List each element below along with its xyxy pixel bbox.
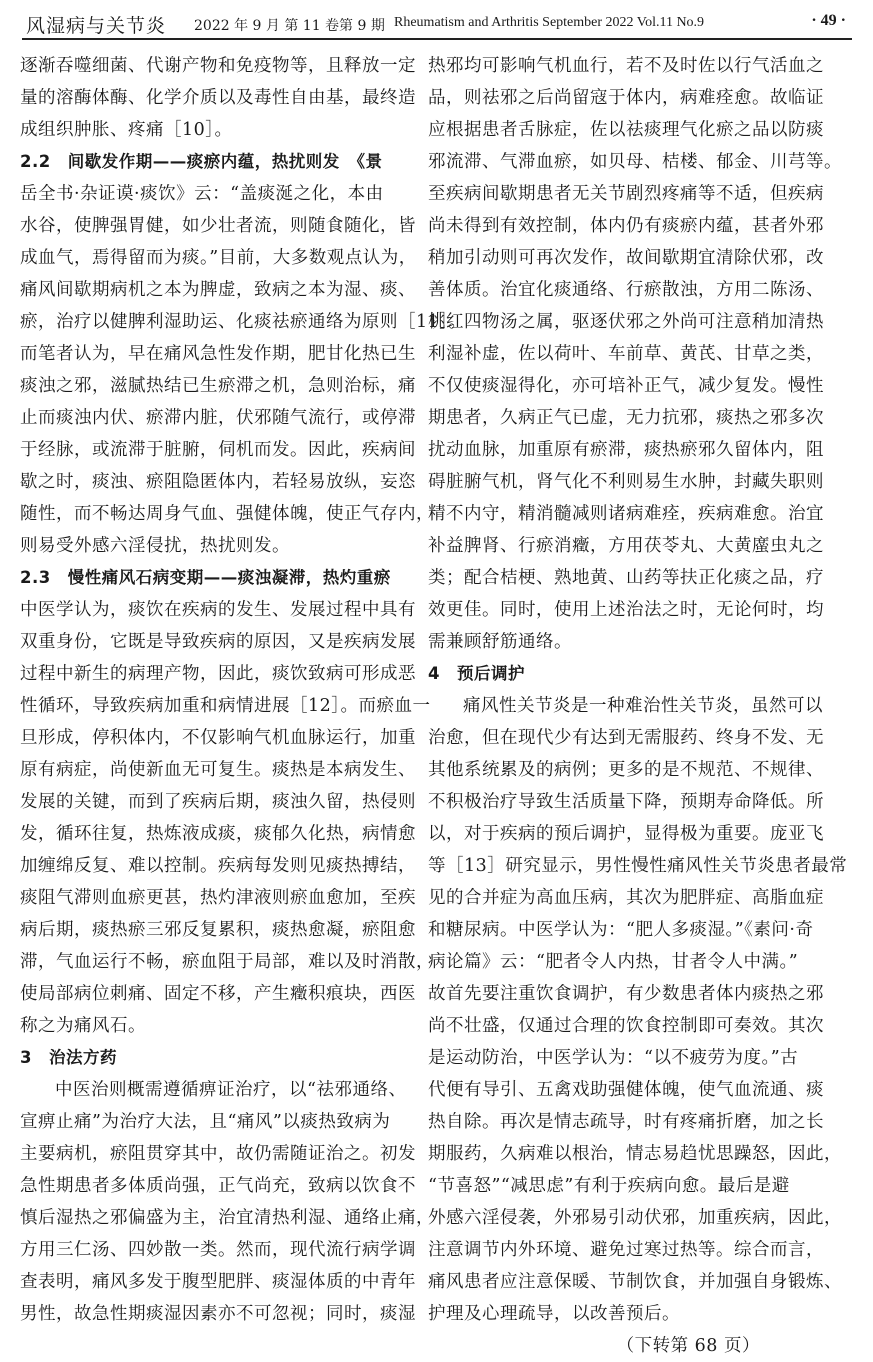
continuation-note: （下转第 68 页）	[616, 1336, 760, 1356]
page-number: · 49 ·	[811, 12, 846, 29]
text-line: 病后期，痰热瘀三邪反复累积，痰热愈凝，瘀阻愈	[20, 920, 416, 940]
text-line: 补益脾肾、行瘀消癥，方用茯苓丸、大黄䗪虫丸之	[428, 536, 824, 556]
text-line: 方用三仁汤、四妙散一类。然而，现代流行病学调	[20, 1240, 416, 1260]
text-line: 尚不壮盛，仅通过合理的饮食控制即可奏效。其次	[428, 1016, 824, 1036]
text-line: 外感六淫侵袭，外邪易引动伏邪，加重疾病，因此，	[428, 1208, 842, 1228]
text-line: 原有病症，尚使新血无可复生。痰热是本病发生、	[20, 760, 416, 780]
text-line: 使局部病位刺痛、固定不移，产生癥积痕块，西医	[20, 984, 416, 1004]
text-line: 效更佳。同时，使用上述治法之时，无论何时，均	[428, 600, 824, 620]
text-line: 不仅使痰湿得化，亦可培补正气，减少复发。慢性	[428, 376, 824, 396]
text-line: 期服药，久病难以根治，情志易趋忧思躁怒，因此，	[428, 1144, 842, 1164]
text-line: 男性，故急性期痰湿因素亦不可忽视；同时，痰湿	[20, 1304, 416, 1324]
text-line: 碍脏腑气机，肾气化不利则易生水肿，封藏失职则	[428, 472, 824, 492]
text-line: 岳全书·杂证谟·痰饮》云：“盖痰涎之化，本由	[20, 184, 384, 204]
text-line: 和糖尿病。中医学认为：“肥人多痰湿。”《素问·奇	[428, 920, 814, 940]
left-column	[20, 50, 467, 1330]
text-line: 精不内守，精消髓减则诸病难痊，疾病难愈。治宜	[428, 504, 824, 524]
text-line: 期患者，久病正气已虚，无力抗邪，痰热之邪多次	[428, 408, 824, 428]
text-line: 痛风间歇期病机之本为脾虚，致病之本为湿、痰、	[20, 280, 416, 300]
text-line: 过程中新生的病理产物，因此，痰饮致病可形成恶	[20, 664, 416, 684]
section-heading: 2.3 慢性痛风石病变期——痰浊凝滞，热灼重瘀	[20, 568, 391, 587]
text-line: 随性，而不畅达周身气血、强健体魄，使正气存内，	[20, 504, 434, 524]
paragraph-first-line: 中医治则概需遵循痹证治疗，以“祛邪通络、	[55, 1080, 407, 1100]
text-line: 热自除。再次是情志疏导，时有疼痛折磨，加之长	[428, 1112, 824, 1132]
text-line: 宣痹止痛”为治疗大法，且“痛风”以痰热致病为	[20, 1112, 391, 1132]
text-line: 成血气，焉得留而为痰。”目前，大多数观点认为，	[20, 248, 417, 268]
text-line: 成组织肿胀、疼痛［10］。	[20, 120, 233, 140]
text-line: 主要病机，瘀阻贯穿其中，故仍需随证治之。初发	[20, 1144, 416, 1164]
text-line: 等［13］研究显示，男性慢性痛风性关节炎患者最常	[428, 856, 848, 876]
text-line: 发，循环往复，热炼液成痰，痰郁久化热，病情愈	[20, 824, 416, 844]
text-line: 而笔者认为，早在痛风急性发作期，肥甘化热已生	[20, 344, 416, 364]
paragraph-first-line: 痛风性关节炎是一种难治性关节炎，虽然可以	[463, 696, 823, 716]
text-line: 是运动防治，中医学认为：“以不疲劳为度。”古	[428, 1048, 799, 1068]
text-line: 应根据患者舌脉症，佐以祛痰理气化瘀之品以防痰	[428, 120, 824, 140]
text-line: 滞，气血运行不畅，瘀血阻于局部，难以及时消散，	[20, 952, 434, 972]
text-line: 加缠绵反复、难以控制。疾病每发则见痰热搏结，	[20, 856, 416, 876]
text-line: 急性期患者多体质尚强，正气尚充，致病以饮食不	[20, 1176, 416, 1196]
running-header	[22, 8, 852, 38]
text-line: 利湿补虚，佐以荷叶、车前草、黄芪、甘草之类，	[428, 344, 824, 364]
text-line: 稍加引动则可再次发作，故间歇期宜清除伏邪，改	[428, 248, 824, 268]
text-line: 发展的关键，而到了疾病后期，痰浊久留，热侵则	[20, 792, 416, 812]
text-line: 故首先要注重饮食调护，有少数患者体内痰热之邪	[428, 984, 824, 1004]
text-line: 以，对于疾病的预后调护，显得极为重要。庞亚飞	[428, 824, 824, 844]
text-line: 邪流滞、气滞血瘀，如贝母、桔楼、郁金、川芎等。	[428, 152, 842, 172]
text-line: 桃红四物汤之属，驱逐伏邪之外尚可注意稍加清热	[428, 312, 824, 332]
text-line: 则易受外感六淫侵扰，热扰则发。	[20, 536, 290, 556]
header-rule	[22, 38, 852, 40]
text-line: 病论篇》云：“肥者令人内热，甘者令人中满。”	[428, 952, 799, 972]
text-line: 痰浊之邪，滋腻热结已生瘀滞之机，急则治标，痛	[20, 376, 416, 396]
text-line: 量的溶酶体酶、化学介质以及毒性自由基，最终造	[20, 88, 416, 108]
text-line: 称之为痛风石。	[20, 1016, 146, 1036]
issue-info: 2022 年 9 月 第 11 卷第 9 期	[194, 18, 385, 34]
text-line: 痛风患者应注意保暖、节制饮食，并加强自身锻炼、	[428, 1272, 842, 1292]
text-line: 热邪均可影响气机血行，若不及时佐以行气活血之	[428, 56, 824, 76]
section-heading: 2.2 间歇发作期——痰瘀内蕴，热扰则发 《景	[20, 152, 383, 171]
text-line: 扰动血脉，加重原有瘀滞，痰热瘀邪久留体内，阻	[428, 440, 824, 460]
text-line: 水谷，使脾强胃健，如少壮者流，则随食随化，皆	[20, 216, 416, 236]
text-line: “节喜怒”“减思虑”有利于疾病向愈。最后是避	[428, 1176, 790, 1196]
text-line: 歇之时，痰浊、瘀阻隐匿体内，若轻易放纵，妄恣	[20, 472, 416, 492]
text-line: 性循环，导致疾病加重和病情进展［12］。而瘀血一	[20, 696, 431, 716]
text-line: 治愈，但在现代少有达到无需服药、终身不发、无	[428, 728, 824, 748]
text-line: 于经脉，或流滞于脏腑，伺机而发。因此，疾病间	[20, 440, 416, 460]
section-heading: 3 治法方药	[20, 1048, 117, 1067]
journal-title-en: Rheumatism and Arthritis September 2022 Vol.11 No.9	[394, 15, 705, 30]
text-line: 中医学认为，痰饮在疾病的发生、发展过程中具有	[20, 600, 416, 620]
text-line: 护理及心理疏导，以改善预后。	[428, 1304, 680, 1324]
journal-title: 风湿病与关节炎	[26, 15, 167, 37]
section-heading: 4 预后调护	[428, 664, 525, 683]
text-line: 善体质。治宜化痰通络、行瘀散浊，方用二陈汤、	[428, 280, 824, 300]
text-line: 类；配合桔梗、熟地黄、山药等扶正化痰之品，疗	[428, 568, 824, 588]
text-line: 尚未得到有效控制，体内仍有痰瘀内蕴，甚者外邪	[428, 216, 824, 236]
text-line: 痰阻气滞则血瘀更甚，热灼津液则瘀血愈加，至疾	[20, 888, 416, 908]
text-line: 双重身份，它既是导致疾病的原因，又是疾病发展	[20, 632, 416, 652]
text-line: 瘀，治疗以健脾利湿助运、化痰祛瘀通络为原则［11］。	[20, 312, 467, 332]
text-line: 见的合并症为高血压病，其次为肥胖症、高脂血症	[428, 888, 824, 908]
text-line: 品，则祛邪之后尚留寇于体内，病难痊愈。故临证	[428, 88, 824, 108]
text-line: 旦形成，停积体内，不仅影响气机血脉运行，加重	[20, 728, 416, 748]
text-line: 至疾病间歇期患者无关节剧烈疼痛等不适，但疾病	[428, 184, 824, 204]
text-line: 逐渐吞噬细菌、代谢产物和免疫物等，且释放一定	[20, 56, 416, 76]
text-line: 查表明，痛风多发于腹型肥胖、痰湿体质的中青年	[20, 1272, 416, 1292]
text-line: 需兼顾舒筋通络。	[428, 632, 572, 652]
text-line: 不积极治疗导致生活质量下降，预期寿命降低。所	[428, 792, 824, 812]
right-column	[428, 50, 848, 1362]
text-line: 注意调节内外环境、避免过寒过热等。综合而言，	[428, 1240, 824, 1260]
text-line: 其他系统累及的病例；更多的是不规范、不规律、	[428, 760, 824, 780]
text-line: 慎后湿热之邪偏盛为主，治宜清热利湿、通络止痛，	[20, 1208, 434, 1228]
text-line: 代便有导引、五禽戏助强健体魄，使气血流通、痰	[428, 1080, 824, 1100]
text-line: 止而痰浊内伏、瘀滞内脏，伏邪随气流行，或停滞	[20, 408, 416, 428]
